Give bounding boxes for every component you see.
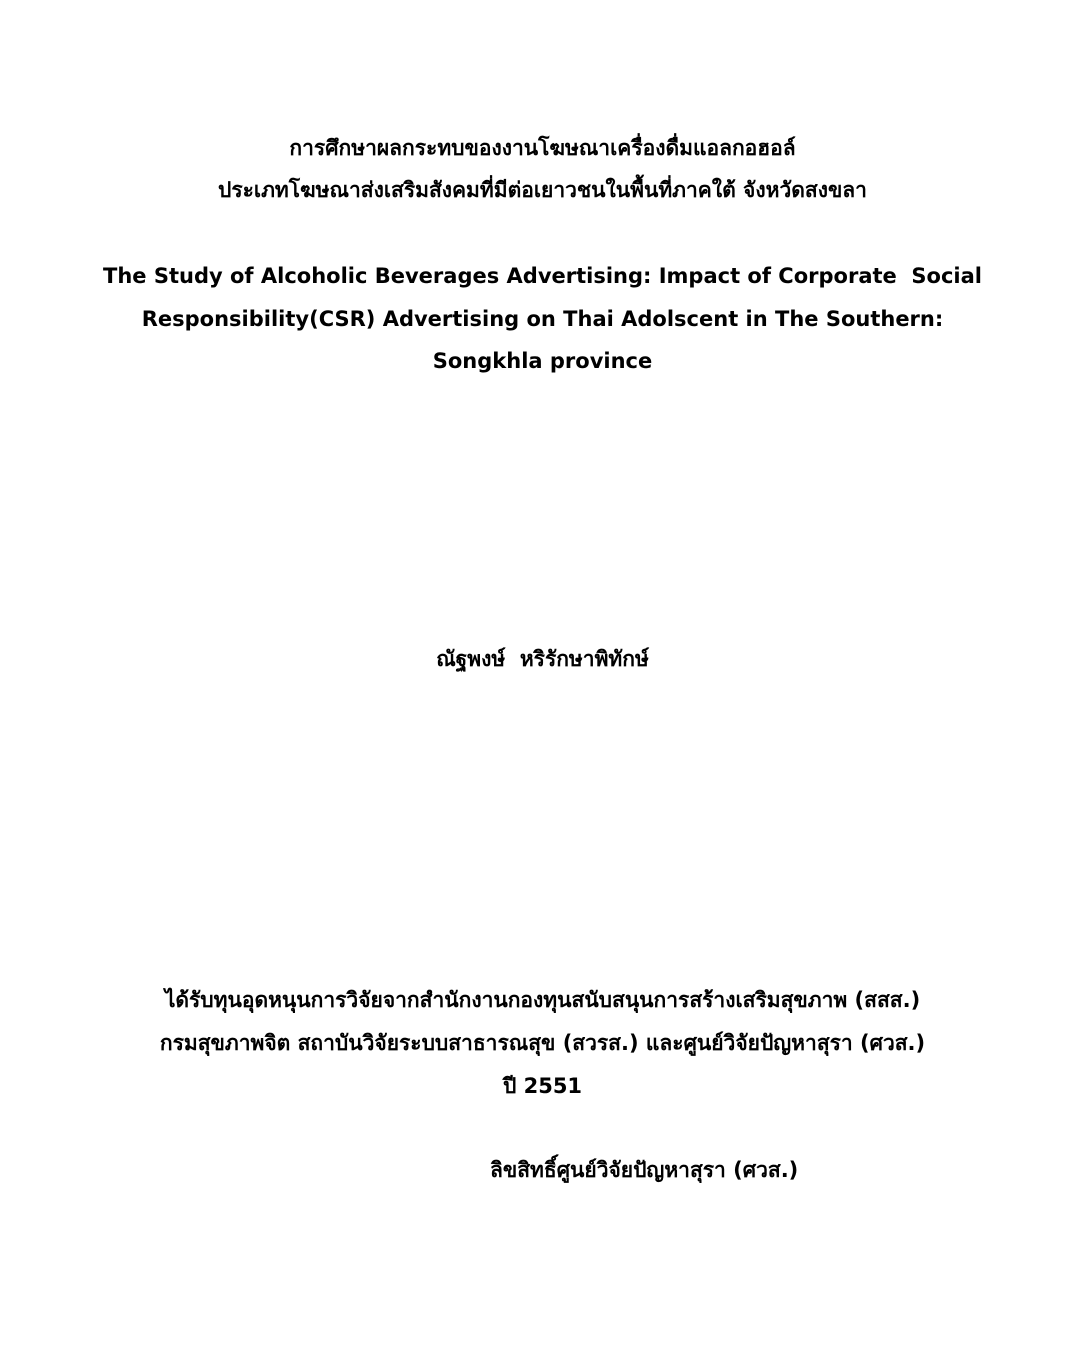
thai-title-line-2: ประเภทโฆษณาส่งเสริมสังคมที่มีต่อเยาวชนในพื้นที่ภาคใต้ จังหวัดสงขลา — [218, 178, 867, 202]
thai-title-line-1: การศึกษาผลกระทบของงานโฆษณาเครื่องดื่มแอลกอฮอล์ — [289, 136, 796, 160]
english-title-line-1: The Study of Alcoholic Beverages Advertising: Impact of Corporate Social — [103, 264, 982, 288]
english-title-line-2: Responsibility(CSR) Advertising on Thai Adolscent in The Southern: — [141, 307, 944, 331]
english-title-line-3: Songkhla province — [432, 349, 653, 373]
funding-line-1: ได้รับทุนอุดหนุนการวิจัยจากสำนักงานกองทุนสนับสนุนการสร้างเสริมสุขภาพ (สสส.) — [164, 988, 921, 1012]
author-name: ณัฐพงษ์ หริรักษาพิทักษ์ — [436, 647, 649, 671]
funding-year: ปี 2551 — [502, 1074, 583, 1098]
funding-line-2: กรมสุขภาพจิต สถาบันวิจัยระบบสาธารณสุข (สวรส.) และศูนย์วิจัยปัญหาสุรา (ศวส.) — [159, 1031, 926, 1055]
copyright-notice: ลิขสิทธิ์ศูนย์วิจัยปัญหาสุรา (ศวส.) — [490, 1158, 799, 1182]
